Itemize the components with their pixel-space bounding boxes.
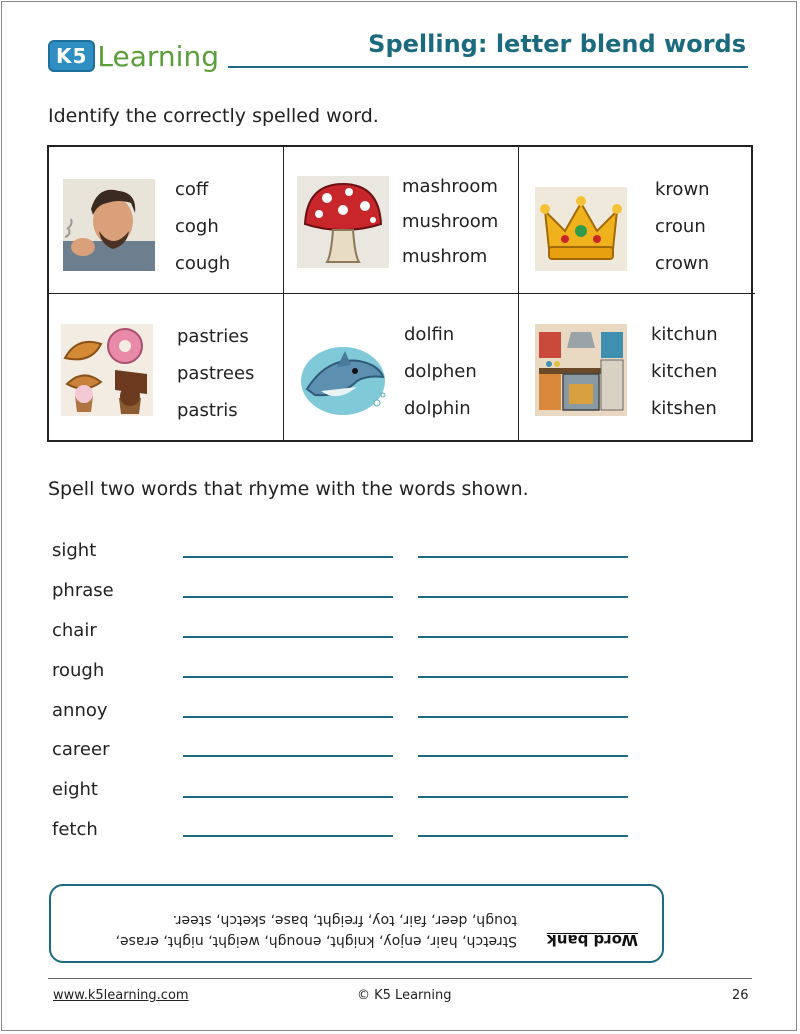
answer-line-2[interactable] — [418, 556, 628, 558]
word-bank-line-1: Stretch, hair, enjoy, knight, enough, weight, night, erase, — [115, 933, 517, 949]
grid-cell-kitchen — [519, 294, 755, 442]
answer-line-1[interactable] — [183, 755, 393, 757]
option[interactable]: coff — [175, 179, 209, 200]
options-pastries — [177, 318, 254, 429]
option[interactable]: mushroom — [402, 211, 499, 232]
option[interactable]: mashroom — [402, 176, 498, 197]
rhyme-prompt-word: annoy — [52, 700, 108, 721]
logo-k5-badge: K5 — [48, 40, 95, 72]
option[interactable]: mushrom — [402, 246, 488, 267]
answer-line-2[interactable] — [418, 596, 628, 598]
answer-line-1[interactable] — [183, 716, 393, 718]
k5-learning-logo — [48, 36, 219, 76]
options-mushroom — [402, 169, 498, 274]
rhyme-prompt-word: phrase — [52, 580, 114, 601]
answer-line-1[interactable] — [183, 835, 393, 837]
options-cough — [175, 171, 230, 282]
grid-cell-crown — [519, 147, 755, 294]
option[interactable]: crown — [655, 253, 710, 274]
grid-cell-cough — [49, 147, 284, 294]
footer-divider — [48, 978, 752, 979]
answer-line-1[interactable] — [183, 796, 393, 798]
answer-line-2[interactable] — [418, 636, 628, 638]
footer-website-link[interactable]: www.k5learning.com — [53, 988, 189, 1003]
option[interactable]: kitchen — [651, 361, 718, 382]
option[interactable]: pastris — [177, 400, 238, 421]
footer-copyright: © K5 Learning — [357, 988, 452, 1003]
answer-line-2[interactable] — [418, 716, 628, 718]
option[interactable]: kitchun — [651, 324, 718, 345]
option[interactable]: cogh — [175, 216, 219, 237]
logo-wordmark: Learning — [97, 39, 219, 73]
answer-line-1[interactable] — [183, 596, 393, 598]
crown-picture — [535, 183, 627, 275]
grid-cell-dolphin — [284, 294, 519, 442]
grid-cell-mushroom — [284, 147, 519, 294]
rhyme-prompt-word: sight — [52, 540, 97, 561]
header-divider — [228, 66, 748, 68]
word-bank-rotated-content — [51, 886, 662, 961]
rhyme-prompt-word: career — [52, 739, 110, 760]
word-bank-box — [49, 884, 664, 963]
option[interactable]: croun — [655, 216, 706, 237]
rhyme-prompt-word: rough — [52, 660, 105, 681]
worksheet-title: Spelling: letter blend words — [368, 30, 746, 58]
option[interactable]: cough — [175, 253, 231, 274]
option[interactable]: dolfin — [404, 324, 455, 345]
grid-cell-pastries — [49, 294, 284, 442]
mushroom-picture — [297, 176, 389, 268]
dolphin-picture — [297, 332, 389, 424]
option[interactable]: dolphen — [404, 361, 477, 382]
options-crown — [655, 171, 710, 282]
spelling-choice-grid — [47, 145, 753, 442]
answer-line-2[interactable] — [418, 676, 628, 678]
section1-instruction: Identify the correctly spelled word. — [48, 105, 379, 127]
option[interactable]: pastries — [177, 326, 249, 347]
answer-line-2[interactable] — [418, 835, 628, 837]
answer-line-1[interactable] — [183, 636, 393, 638]
kitchen-picture — [535, 324, 627, 416]
options-dolphin — [404, 316, 477, 427]
answer-line-1[interactable] — [183, 676, 393, 678]
option[interactable]: dolphin — [404, 398, 471, 419]
rhyme-prompt-word: eight — [52, 779, 98, 800]
rhyme-prompt-word: chair — [52, 620, 97, 641]
pastries-picture — [61, 324, 153, 416]
answer-line-1[interactable] — [183, 556, 393, 558]
option[interactable]: kitshen — [651, 398, 717, 419]
word-bank-line-2: tough, deer, fair, toy, freight, base, sketch, steer. — [172, 912, 517, 928]
rhyme-prompt-word: fetch — [52, 819, 98, 840]
page-number: 26 — [732, 988, 749, 1003]
options-kitchen — [651, 316, 718, 427]
option[interactable]: krown — [655, 179, 710, 200]
answer-line-2[interactable] — [418, 796, 628, 798]
answer-line-2[interactable] — [418, 755, 628, 757]
word-bank-title: Word bank — [546, 931, 638, 949]
option[interactable]: pastrees — [177, 363, 255, 384]
man-coughing-picture — [63, 179, 155, 271]
section2-instruction: Spell two words that rhyme with the words shown. — [48, 478, 529, 500]
